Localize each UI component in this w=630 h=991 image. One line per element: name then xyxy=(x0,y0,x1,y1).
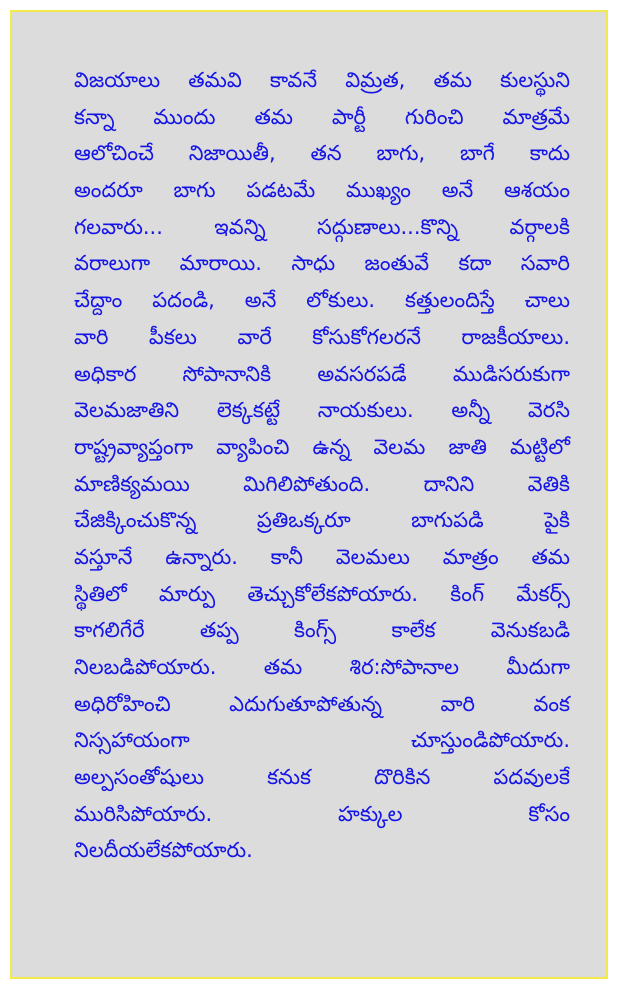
text-line: అల్పసంతోషులు కనుక దొరికిన పదవులకే xyxy=(74,765,570,790)
text-line: కాగలిగేరే తప్ప కింగ్స్ కాలేక వెనుకబడి xyxy=(74,618,570,643)
text-line: నిస్సహాయంగా చూస్తుండిపోయారు. xyxy=(74,728,570,753)
text-line: కన్నా ముందు తమ పార్టీ గురించి మాత్రమే xyxy=(74,104,570,129)
text-line: చేజిక్కించుకొన్న ప్రతిఒక్కరూ బాగుపడి పైకి xyxy=(74,508,570,533)
text-line: రాష్ట్రవ్యాప్తంగా వ్యాపించి ఉన్న వెలమ జాతి మట్టిలో xyxy=(74,434,570,459)
text-line: ఆలోచించే నిజాయితీ, తన బాగు, బాగే కాదు xyxy=(74,141,570,166)
text-line: అధిరోహించి ఎదుగుతూపోతున్న వారి వంక xyxy=(74,691,570,716)
text-line: వరాలుగా మారాయి. సాధు జంతువే కదా సవారి xyxy=(74,251,570,276)
text-line: నిలబడిపోయారు. తమ శిర:సోపానాల మీదుగా xyxy=(74,655,570,679)
text-line: మాణిక్యమయి మిగిలిపోతుంది. దానిని వెతికి xyxy=(74,471,570,496)
document-frame xyxy=(10,10,608,979)
text-line: వారి పీకలు వారే కోసుకోగలరనే రాజకీయాలు. xyxy=(74,324,570,349)
text-line: చేద్దాం పదండి, అనే లోకులు. కత్తులందిస్తే చాలు xyxy=(74,288,570,313)
text-line: స్థితిలో మార్పు తెచ్చుకోలేకపోయారు. కింగ్ మేకర్స్ xyxy=(74,581,570,606)
text-line: నిలదీయలేకపోయారు. xyxy=(74,838,253,863)
text-line: అధికార సోపానానికి అవసరపడే ముడిసరుకుగా xyxy=(74,361,570,386)
text-line: గలవారు... ఇవన్ని సద్గుణాలు...కొన్ని వర్గాలకి xyxy=(74,214,570,239)
paragraph xyxy=(74,62,570,869)
text-line: విజయాలు తమవి కావనే విమ్రత, తమ కులస్థుని xyxy=(74,68,570,92)
text-line: మురిసిపోయారు. హక్కుల కోసం xyxy=(74,801,570,826)
text-line: వస్తూనే ఉన్నారు. కానీ వెలమలు మాత్రం తమ xyxy=(74,544,570,569)
text-line: వెలమజాతిని లెక్కకట్టే నాయకులు. అన్నీ వెరసి xyxy=(74,398,570,423)
text-line: అందరూ బాగు పడటమే ముఖ్యం అనే ఆశయం xyxy=(74,178,570,203)
